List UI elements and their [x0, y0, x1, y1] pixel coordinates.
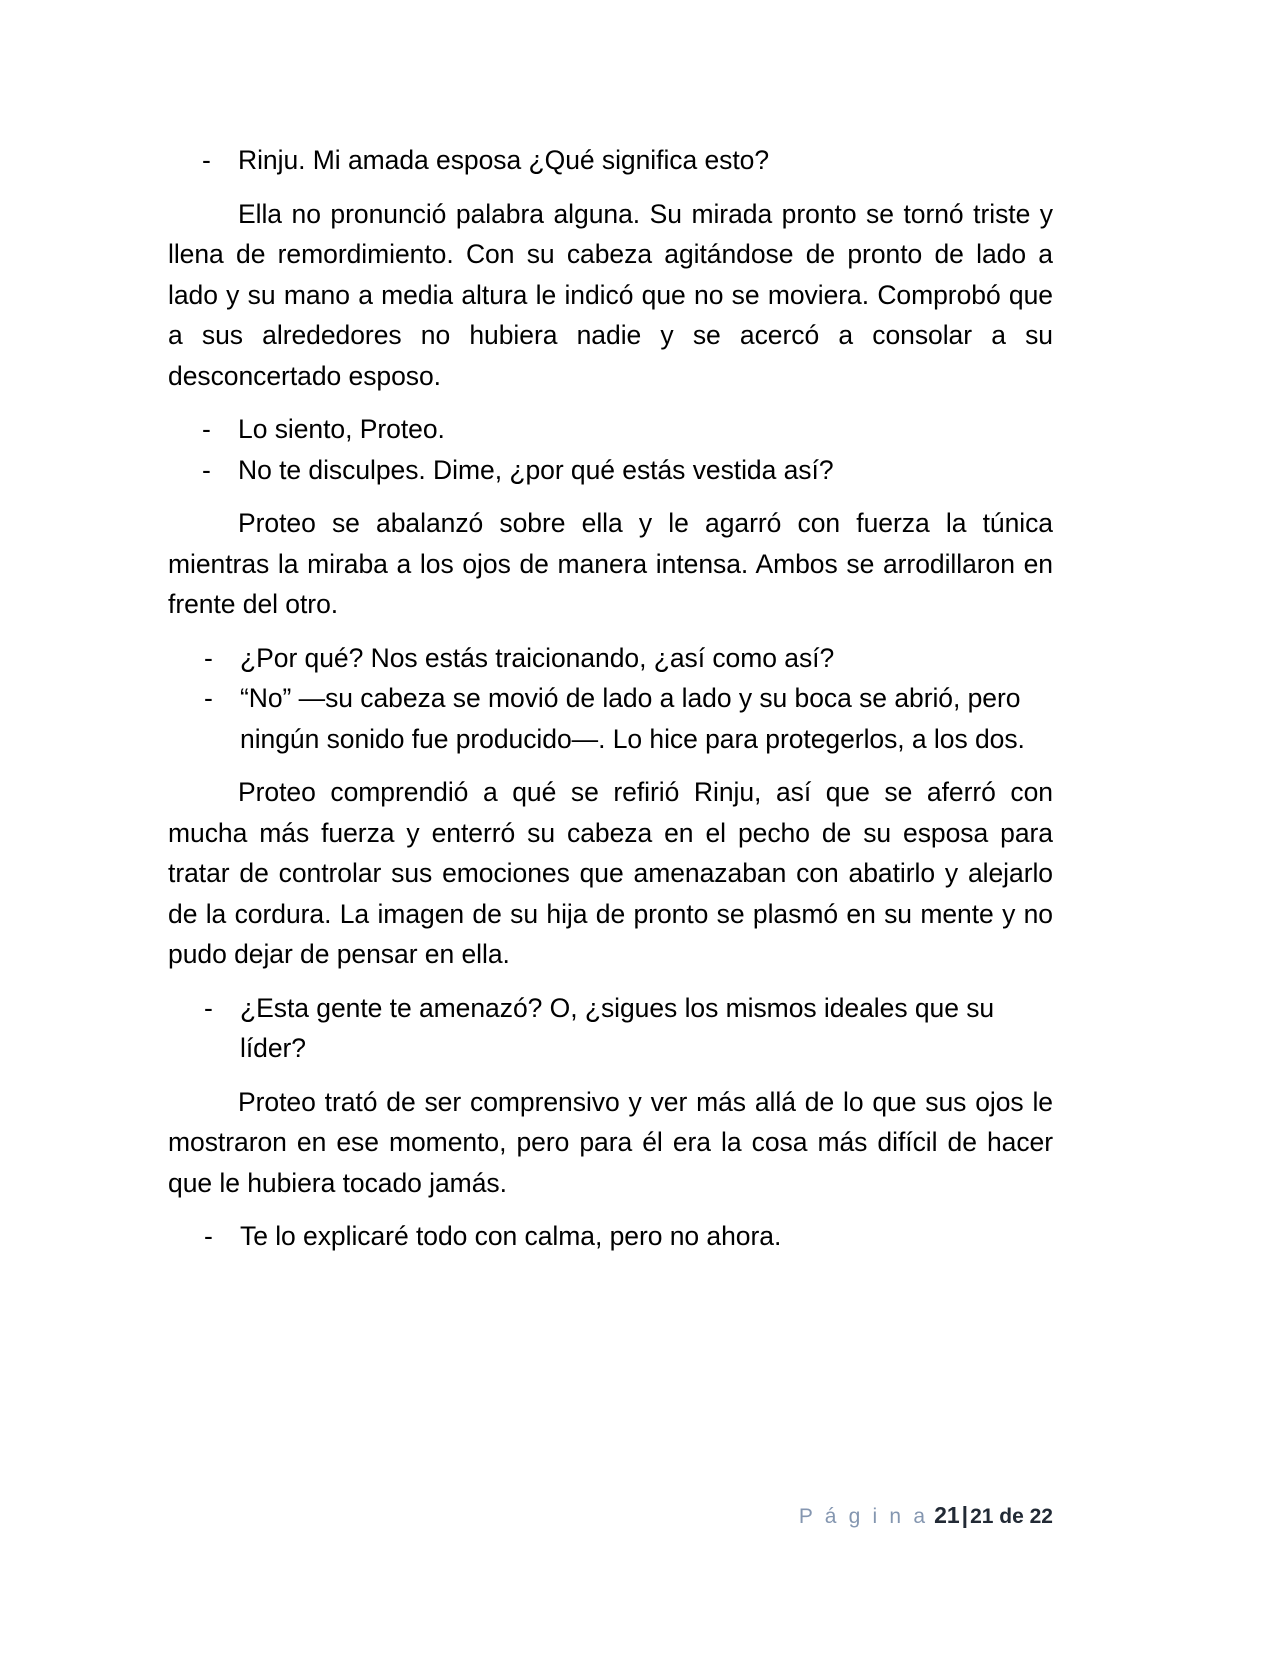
dialogue-line: [168, 140, 1053, 181]
dialogue-line: [168, 678, 1053, 759]
dialogue-text: Te lo explicaré todo con calma, pero no ahora.: [240, 1221, 782, 1251]
list-dash-marker: -: [204, 642, 213, 673]
body-paragraph: Ella no pronunció palabra alguna. Su mirada pronto se tornó triste y llena de remordimiento. Con su cabeza agitándose de pronto de lado a lado y su mano a media altura le indicó que no se moviera. Comprobó que a sus alrededores no hubiera nadie y se acercó a consolar a su desconcertado esposo.: [168, 198, 1053, 391]
body-paragraph: Proteo comprendió a qué se refirió Rinju, así que se aferró con mucha más fuerza y enterró su cabeza en el pecho de su esposa para tratar de controlar sus emociones que amenazaban con abatirlo y alejarlo de la cordura. La imagen de su hija de pronto se plasmó en su mente y no pudo dejar de pensar en ella.: [168, 777, 1053, 969]
footer-page-of-total: 21 de 22: [970, 1505, 1053, 1528]
list-dash-marker: -: [204, 1221, 213, 1251]
dialogue-list-4: [168, 988, 1053, 1082]
dialogue-list-2: [168, 409, 1053, 503]
dialogue-line: [168, 988, 1053, 1069]
body-paragraph: Proteo se abalanzó sobre ella y le agarró con fuerza la túnica mientras la miraba a los ojos de manera intensa. Ambos se arrodillaron en frente del otro.: [168, 508, 1053, 619]
list-dash-marker: -: [204, 992, 213, 1023]
footer-page-number: 21: [934, 1502, 960, 1528]
footer-separator: |: [961, 1502, 969, 1528]
dialogue-text: Lo siento, Proteo.: [238, 414, 445, 444]
list-dash-marker: -: [202, 145, 211, 175]
dialogue-text: No te disculpes. Dime, ¿por qué estás vestida así?: [238, 454, 834, 485]
dialogue-text: ¿Por qué? Nos estás traicionando, ¿así como así?: [240, 642, 835, 673]
document-body: [168, 140, 1053, 1270]
dialogue-line: [168, 450, 1053, 491]
list-dash-marker: -: [202, 454, 211, 485]
list-dash-marker: -: [204, 683, 213, 713]
dialogue-list-5: [168, 1216, 1053, 1270]
dialogue-list-1: [168, 140, 1053, 194]
dialogue-line: [168, 409, 1053, 450]
dialogue-text: ¿Esta gente te amenazó? O, ¿sigues los mismos ideales que su líder?: [240, 992, 995, 1063]
dialogue-line: [168, 638, 1053, 679]
body-paragraph: Proteo trató de ser comprensivo y ver más allá de lo que sus ojos le mostraron en ese momento, pero para él era la cosa más difícil de hacer que le hubiera tocado jamás.: [168, 1086, 1053, 1198]
dialogue-list-3: [168, 638, 1053, 773]
page-footer: [168, 1500, 1053, 1532]
dialogue-line: [168, 1216, 1053, 1257]
list-dash-marker: -: [202, 414, 211, 444]
dialogue-text: Rinju. Mi amada esposa ¿Qué significa esto?: [238, 145, 770, 175]
footer-pagina-label: P á g i n a: [798, 1505, 929, 1528]
dialogue-text: “No” —su cabeza se movió de lado a lado y su boca se abrió, pero ningún sonido fue producido—. Lo hice para protegerlos, a los dos.: [240, 683, 1025, 754]
